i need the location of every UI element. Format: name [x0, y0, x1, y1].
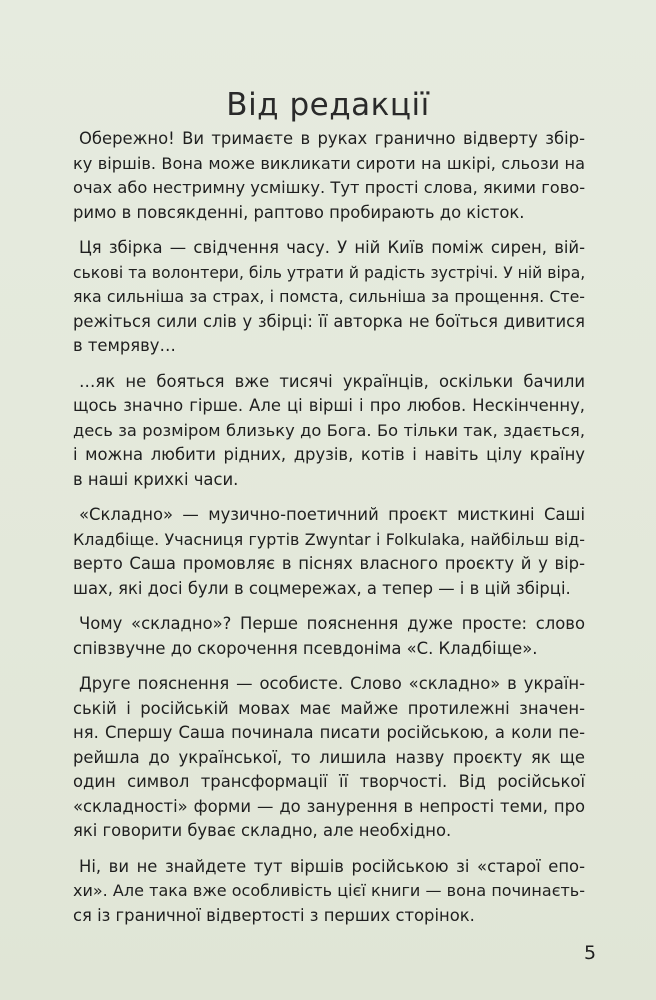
text-line: ку віршів. Вона може викликати сироти на шкірі, сльози на	[73, 153, 585, 173]
page-title: Від редакції	[226, 86, 430, 123]
text-line: Кладбіще. Учасниця гуртів Zwyntar і Folkulaka, найбільш від-	[73, 529, 585, 549]
text-line: співзвучне до скорочення псевдоніма «С. Кладбіще».	[73, 638, 538, 658]
paragraph-3	[73, 370, 585, 493]
text-line: Ні, ви не знайдете тут віршів російською зі «старої епо-	[79, 856, 585, 876]
text-line: в наші крихкі часи.	[73, 469, 239, 489]
text-line: ськові та волонтери, біль утрати й радість зустрічі. У ній віра,	[73, 263, 586, 282]
text-line: Ця збірка — свідчення часу. У ній Київ поміж сирен, вій-	[79, 238, 585, 257]
paragraph-5	[73, 612, 585, 661]
text-line: хи». Але така вже особливість цієї книги — вона починаєть-	[73, 881, 585, 900]
text-line: один символ трансформації її творчості. Від російської	[73, 772, 585, 791]
text-line: Чому «складно»? Перше пояснення дуже просте: слово	[79, 614, 585, 633]
text-line: римо в повсякденні, раптово пробирають до кісток.	[73, 202, 525, 222]
text-line: ня. Спершу Саша починала писати російською, а коли пе-	[73, 723, 585, 742]
text-line: яка сильніша за страх, і помста, сильніша за прощення. Сте-	[73, 287, 585, 306]
paragraph-1	[73, 127, 585, 225]
text-line: Обережно! Ви тримаєте в руках гранично відверту збір-	[79, 129, 585, 148]
text-line: шах, які досі були в соцмережах, а тепер — і в цій збірці.	[73, 578, 571, 598]
page-number: 5	[584, 942, 597, 964]
text-line: …як не бояться вже тисячі українців, оскільки бачили	[79, 371, 585, 391]
text-line: ся із граничної відвертості з перших сторінок.	[73, 905, 475, 925]
text-line: десь за розміром близьку до Бога. Бо тільки так, здається,	[73, 420, 585, 440]
text-line: «складності» форми — до занурення в непрості теми, про	[73, 796, 585, 816]
text-line: і можна любити рідних, друзів, котів і навіть цілу країну	[73, 445, 585, 464]
text-line: очах або нестримну усмішку. Тут прості слова, якими гово-	[73, 178, 586, 197]
text-line: ській і російській мовах має майже протилежні значен-	[73, 698, 585, 718]
text-line: режіться сили слів у збірці: її авторка не боїться дивитися	[73, 311, 585, 331]
paragraph-4	[73, 503, 585, 601]
paragraph-7	[73, 855, 585, 929]
text-line: «Складно» — музично-поетичний проєкт мисткині Саші	[79, 505, 585, 524]
text-line: верто Саша промовляє в піснях власного проєкту й у вір-	[73, 554, 585, 573]
paragraph-6	[73, 672, 585, 844]
text-line: рейшла до української, то лишила назву проєкту як ще	[73, 747, 585, 767]
text-line: в темряву…	[73, 336, 176, 355]
text-line: які говорити буває складно, але необхідно.	[73, 821, 452, 840]
paragraph-2	[73, 236, 585, 359]
text-line: щось значно гірше. Але ці вірші і про любов. Нескінченну,	[73, 396, 585, 415]
text-line: Друге пояснення — особисте. Слово «складно» в україн-	[79, 674, 585, 693]
body-text	[73, 127, 585, 939]
